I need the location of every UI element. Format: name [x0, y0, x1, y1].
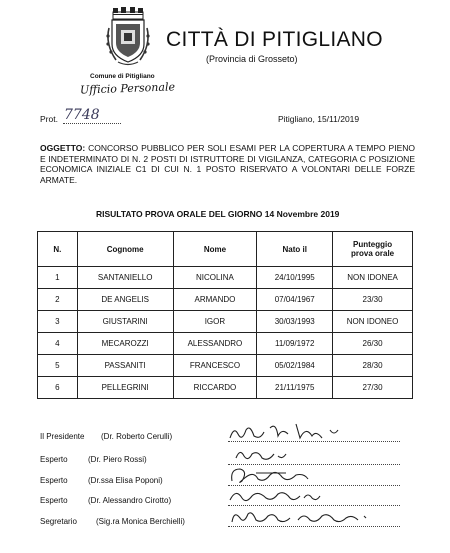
results-heading: RISULTATO PROVA ORALE DEL GIORNO 14 Novembre 2019	[96, 209, 340, 219]
cell-nato: 07/04/1967	[257, 289, 333, 311]
signature-scribble-esperto-3	[226, 484, 336, 506]
cell-punteggio: 27/30	[333, 377, 413, 399]
column-header-cognome: Cognome	[77, 232, 173, 267]
cell-nato: 30/03/1993	[257, 311, 333, 333]
table-row	[38, 267, 413, 289]
cell-cognome: DE ANGELIS	[77, 289, 173, 311]
signatory-name: (Sig.ra Monica Berchielli)	[96, 517, 185, 526]
signatory-role: Esperto	[40, 476, 68, 485]
table-row	[38, 289, 413, 311]
column-header-punteggio: Punteggio prova orale	[333, 232, 413, 267]
signatory-esperto-2	[40, 476, 163, 485]
protocol-dotted-line	[63, 123, 121, 124]
signatory-esperto-3	[40, 496, 172, 505]
cell-n: 1	[38, 267, 78, 289]
cell-punteggio: 23/30	[333, 289, 413, 311]
column-header-nato: Nato il	[257, 232, 333, 267]
cell-punteggio: NON IDONEO	[333, 311, 413, 333]
page-subtitle: (Provincia di Grosseto)	[206, 54, 298, 64]
signatory-role: Esperto	[40, 455, 68, 464]
signatory-role: Segretario	[40, 517, 77, 526]
signature-scribble-esperto-1	[226, 444, 306, 464]
cell-n: 5	[38, 355, 78, 377]
cell-punteggio: NON IDONEA	[333, 267, 413, 289]
column-header-nome: Nome	[173, 232, 257, 267]
protocol-number: 7748	[64, 107, 100, 123]
cell-nome: NICOLINA	[173, 267, 257, 289]
cell-nome: RICCARDO	[173, 377, 257, 399]
table-row	[38, 333, 413, 355]
cell-cognome: GIUSTARINI	[77, 311, 173, 333]
cell-nome: FRANCESCO	[173, 355, 257, 377]
cell-nato: 21/11/1975	[257, 377, 333, 399]
signatory-name: (Dr. Piero Rossi)	[88, 455, 147, 464]
signature-scribble-segretario	[226, 506, 376, 528]
cell-nato: 05/02/1984	[257, 355, 333, 377]
table-row	[38, 355, 413, 377]
signatory-name: (Dr. Roberto Cerulli)	[101, 432, 173, 441]
coat-of-arms-emblem	[104, 6, 152, 68]
cell-nome: ALESSANDRO	[173, 333, 257, 355]
cell-cognome: SANTANIELLO	[77, 267, 173, 289]
page-title: CITTÀ DI PITIGLIANO	[166, 28, 383, 51]
table-header-row	[38, 232, 413, 267]
signature-scribble-presidente	[226, 418, 356, 444]
cell-punteggio: 28/30	[333, 355, 413, 377]
cell-n: 6	[38, 377, 78, 399]
cell-n: 4	[38, 333, 78, 355]
cell-cognome: PASSANITI	[77, 355, 173, 377]
signatory-segretario	[40, 517, 185, 526]
column-header-n: N.	[38, 232, 78, 267]
signatory-name: (Dr. Alessandro Cirotto)	[88, 496, 172, 505]
cell-nato: 24/10/1995	[257, 267, 333, 289]
protocol-label: Prot.	[40, 114, 58, 124]
table-row	[38, 311, 413, 333]
signatory-presidente	[40, 432, 173, 441]
subject-label: OGGETTO:	[40, 143, 86, 153]
cell-nome: IGOR	[173, 311, 257, 333]
signatory-name: (Dr.ssa Elisa Poponi)	[88, 476, 163, 485]
place-date: Pitigliano, 15/11/2019	[278, 114, 360, 124]
subject-paragraph	[40, 143, 415, 185]
cell-nato: 11/09/1972	[257, 333, 333, 355]
comune-label: Comune di Pitigliano	[90, 73, 155, 80]
cell-cognome: PELLEGRINI	[77, 377, 173, 399]
cell-nome: ARMANDO	[173, 289, 257, 311]
signatory-role: Esperto	[40, 496, 68, 505]
table-row	[38, 377, 413, 399]
signatory-role: Il Presidente	[40, 432, 85, 441]
cell-n: 2	[38, 289, 78, 311]
results-table	[37, 231, 413, 399]
cell-punteggio: 26/30	[333, 333, 413, 355]
ufficio-stamp: Ufficio Personale	[79, 80, 176, 97]
cell-n: 3	[38, 311, 78, 333]
signatory-esperto-1	[40, 455, 147, 464]
subject-text: CONCORSO PUBBLICO PER SOLI ESAMI PER LA COPERTURA A TEMPO PIENO E INDETERMINATO DI N. 2 POSTI DI ISTRUTTORE DI VIGILANZA, CATEGORIA C POSIZIONE ECONOMICA INIZIALE C1 DI CUI N. 1 POSTO RISERVATO A VOLONTARI DELLE FORZE ARMATE.	[40, 143, 415, 185]
cell-cognome: MECAROZZI	[77, 333, 173, 355]
